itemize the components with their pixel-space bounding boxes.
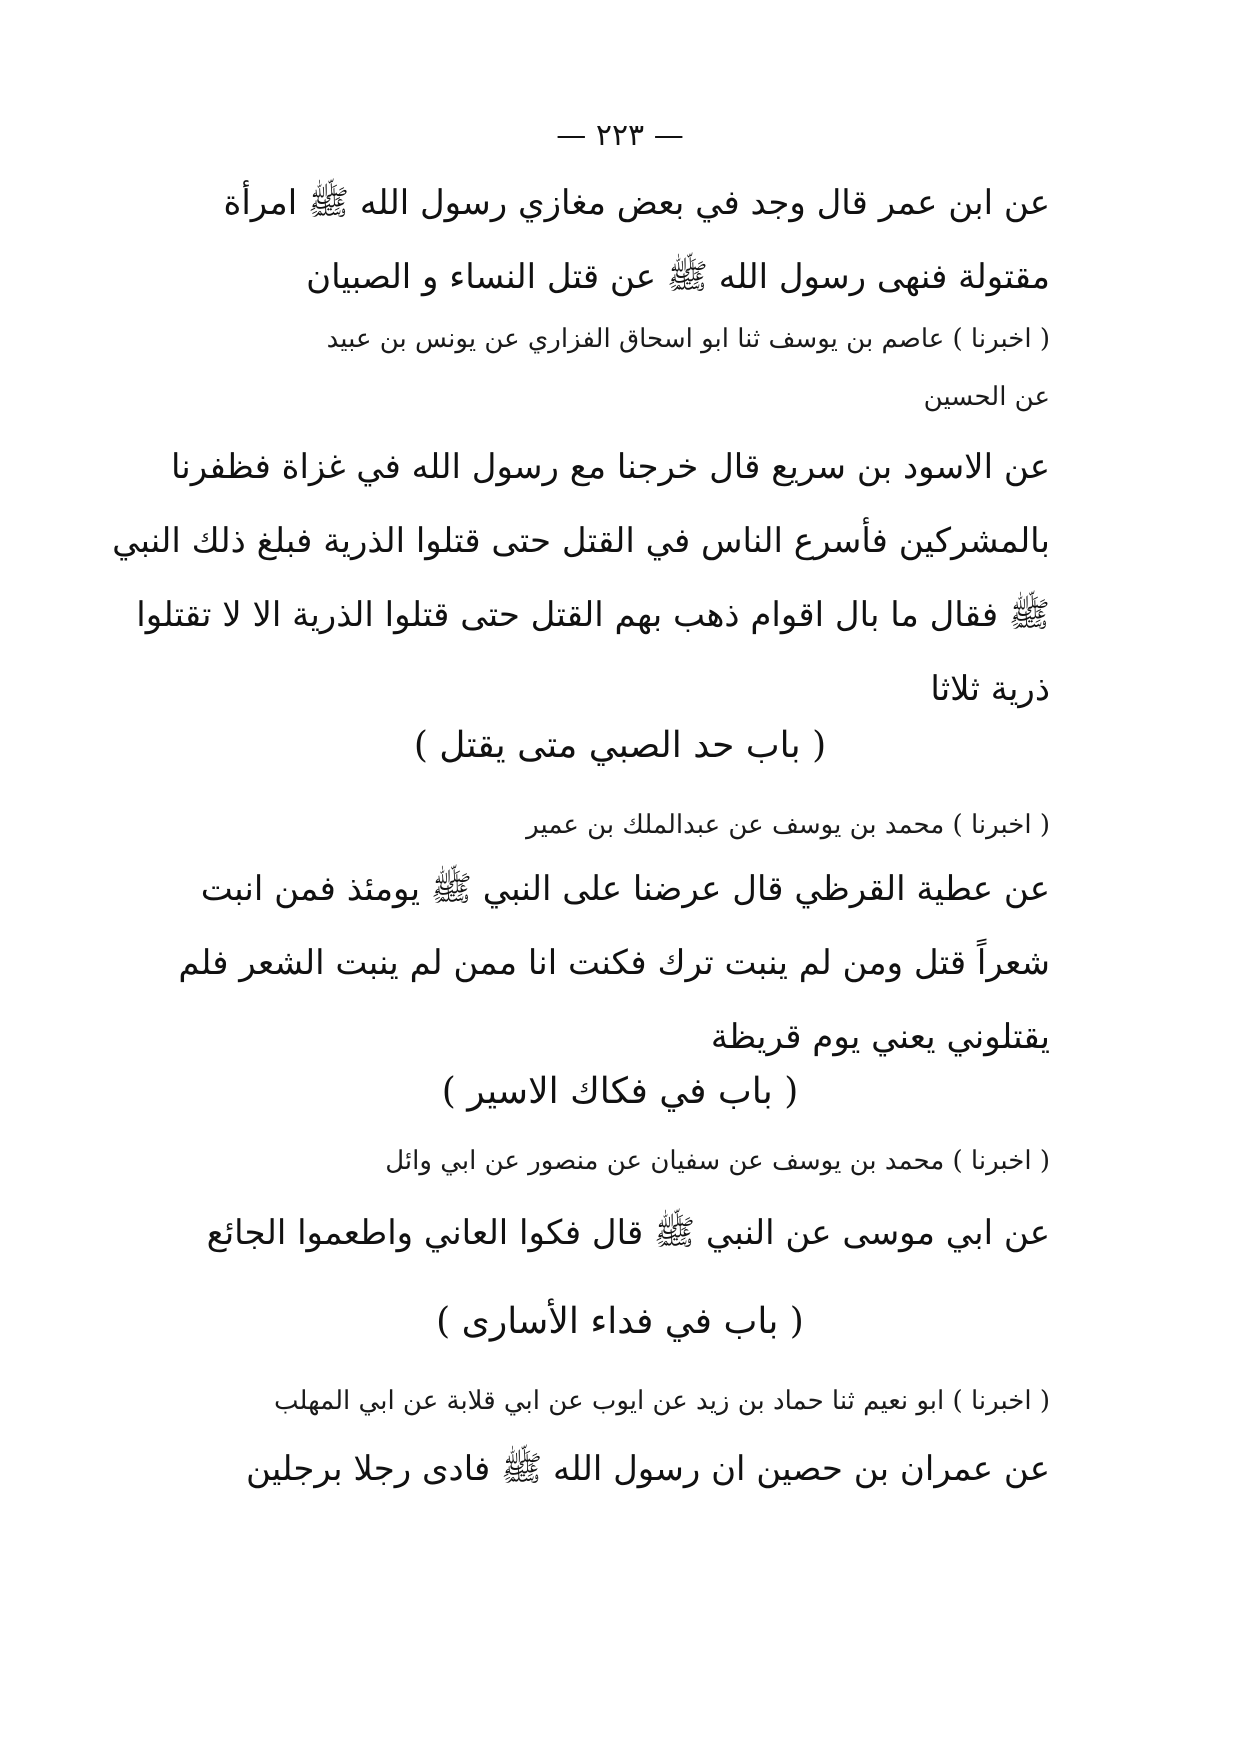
text-line: عن الحسين — [923, 382, 1050, 412]
chapter-heading: ( باب في فداء الأسارى ) — [436, 1301, 804, 1342]
hadith-text — [190, 1196, 1050, 1270]
text-line: عن ابن عمر قال وجد في بعض مغازي رسول الله ﷺ امرأة — [223, 183, 1050, 223]
text-line: بالمشركين فأسرع الناس في القتل حتى قتلوا الذرية فبلغ ذلك النبي — [112, 521, 1050, 561]
page-number: — ٢٢٣ — — [556, 118, 684, 153]
text-line: يقتلوني يعني يوم قريظة — [710, 1017, 1050, 1057]
text-line: ( اخبرنا ) محمد بن يوسف عن عبدالملك بن عمير — [526, 810, 1050, 840]
text-line: عن عمران بن حصين ان رسول الله ﷺ فادى رجلا برجلين — [245, 1449, 1050, 1489]
hadith-text — [178, 852, 1050, 1074]
chapter-heading: ( باب في فكاك الاسير ) — [441, 1071, 799, 1112]
text-line: عن عطية القرظي قال عرضنا على النبي ﷺ يومئذ فمن انبت — [200, 869, 1050, 909]
text-line: عن الاسود بن سريع قال خرجنا مع رسول الله في غزاة فظفرنا — [170, 447, 1050, 487]
chapter-heading: ( باب حد الصبي متى يقتل ) — [413, 725, 827, 766]
isnad-text — [190, 796, 1050, 854]
text-line: ( اخبرنا ) محمد بن يوسف عن سفيان عن منصور عن ابي وائل — [385, 1146, 1050, 1176]
hadith-text — [190, 166, 1050, 314]
text-line: ( اخبرنا ) عاصم بن يوسف ثنا ابو اسحاق الفزاري عن يونس بن عبيد — [326, 324, 1050, 354]
isnad-text — [190, 1372, 1050, 1430]
text-line: ﷺ فقال ما بال اقوام ذهب بهم القتل حتى قتلوا الذرية الا لا تقتلوا — [136, 595, 1050, 635]
text-line: شعراً قتل ومن لم ينبت ترك فكنت انا ممن لم ينبت الشعر فلم — [178, 943, 1050, 983]
text-line: عن ابي موسى عن النبي ﷺ قال فكوا العاني واطعموا الجائع — [206, 1213, 1050, 1253]
isnad-text — [190, 1132, 1050, 1190]
hadith-text — [112, 430, 1050, 726]
hadith-text — [190, 1432, 1050, 1506]
isnad-text — [190, 310, 1050, 426]
text-line: ذرية ثلاثا — [930, 669, 1050, 709]
text-line: ( اخبرنا ) ابو نعيم ثنا حماد بن زيد عن ايوب عن ابي قلابة عن ابي المهلب — [273, 1386, 1050, 1416]
text-line: مقتولة فنهى رسول الله ﷺ عن قتل النساء و الصبيان — [306, 257, 1050, 297]
